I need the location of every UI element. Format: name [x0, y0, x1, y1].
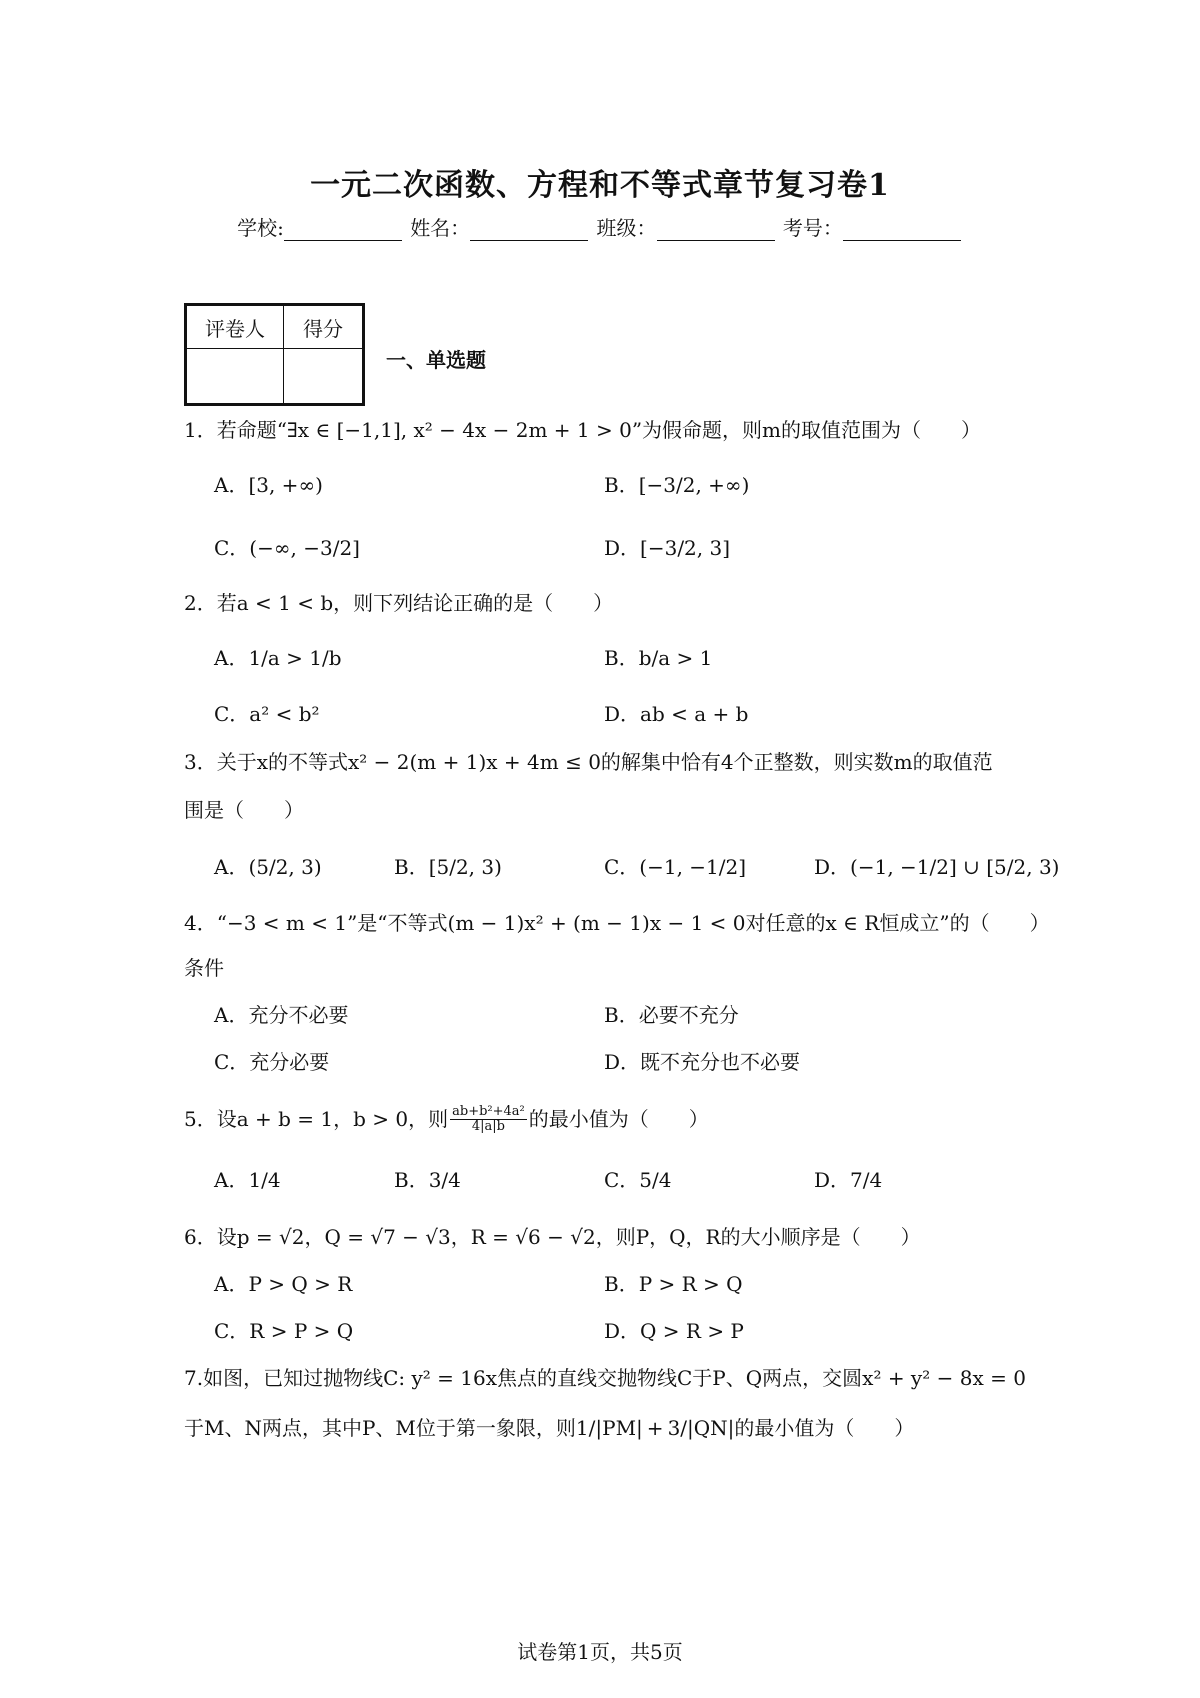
name-label: 姓名：: [410, 216, 471, 240]
q1-option-a[interactable]: A．[3, +∞): [214, 473, 323, 497]
q2-option-d[interactable]: D．ab < a + b: [604, 702, 749, 726]
score-header: 得分: [284, 305, 364, 349]
q4-option-d[interactable]: D．既不充分也不必要: [604, 1050, 801, 1074]
page-footer: 试卷第1页，共5页: [517, 1640, 683, 1664]
q3-option-d[interactable]: D．(−1, −1/2] ∪ [5/2, 3): [814, 855, 1060, 879]
q6-option-c[interactable]: C．R > P > Q: [214, 1319, 354, 1343]
page-title: 一元二次函数、方程和不等式章节复习卷1: [310, 168, 890, 203]
school-label: 学校:: [237, 216, 284, 240]
question-2: 2．若a < 1 < b，则下列结论正确的是（ ）: [184, 591, 614, 615]
q3-option-a[interactable]: A．(5/2, 3): [214, 855, 322, 879]
q3-option-b[interactable]: B．[5/2, 3): [394, 855, 502, 879]
question-3-stem-line1: 关于x的不等式x² − 2(m + 1)x + 4m ≤ 0的解集中恰有4个正整数，则实数m的取值范: [216, 750, 993, 774]
section-title: 一、单选题: [386, 348, 486, 372]
q7-plus: +: [646, 1416, 664, 1440]
q1-option-c[interactable]: C．(−∞, −3/2]: [214, 536, 360, 560]
question-4: 4．“−3 < m < 1”是“不等式(m − 1)x² + (m − 1)x − 1 < 0对任意的x ∈ R恒成立”的（ ）: [184, 911, 1050, 935]
q5-option-b[interactable]: B．3/4: [394, 1168, 461, 1192]
q6-option-b[interactable]: B．P > R > Q: [604, 1272, 743, 1296]
exam-no-label: 考号：: [782, 216, 843, 240]
q1-option-b[interactable]: B．[−3/2, +∞): [604, 473, 750, 497]
question-3: 3．关于x的不等式x² − 2(m + 1)x + 4m ≤ 0的解集中恰有4个正整数，则实数m的取值范: [184, 750, 993, 774]
student-info-row: [0, 212, 1200, 241]
q5-option-a[interactable]: A．1/4: [214, 1168, 281, 1192]
question-7-stem-line1: 如图，已知过抛物线C: y² = 16x焦点的直线交抛物线C于P、Q两点，交圆x² + y² − 8x = 0: [203, 1366, 1026, 1390]
score-cell[interactable]: [284, 349, 364, 405]
question-6-stem: 设p = √2，Q = √7 − √3，R = √6 − √2，则P，Q，R的大小顺序是（ ）: [216, 1225, 921, 1249]
school-blank[interactable]: [284, 220, 402, 241]
q3-option-c[interactable]: C．(−1, −1/2]: [604, 855, 747, 879]
score-table: [184, 303, 365, 406]
question-2-stem: 若a < 1 < b，则下列结论正确的是（ ）: [216, 591, 614, 615]
question-1-stem: 若命题“∃x ∈ [−1,1], x² − 4x − 2m + 1 > 0”为假命题，则m的取值范围为（ ）: [216, 418, 982, 442]
q2-option-b[interactable]: B．b/a > 1: [604, 646, 713, 670]
exam-no-blank[interactable]: [843, 220, 961, 241]
q7-fraction-1: 1/|PM|: [575, 1416, 643, 1440]
question-7-line2: 于M、N两点，其中P、M位于第一象限，则 1/|PM| + 3/|QN| 的最小值为（ ）: [184, 1416, 915, 1440]
class-blank[interactable]: [657, 220, 775, 241]
q2-option-c[interactable]: C．a² < b²: [214, 702, 320, 726]
question-3-line2: 围是（ ）: [184, 798, 304, 822]
question-5-stem-after: 的最小值为（ ）: [528, 1107, 709, 1132]
q5-option-d[interactable]: D．7/4: [814, 1168, 883, 1192]
question-5: 5． 设a + b = 1，b > 0，则 $\frac{\text{ab+b²+4a²}}{4|a|b}$ 的最小值为（ ）: [184, 1104, 709, 1134]
q4-option-a[interactable]: A．充分不必要: [214, 1003, 349, 1027]
q1-option-d[interactable]: D．[−3/2, 3]: [604, 536, 731, 560]
question-4-stem-line1: “−3 < m < 1”是“不等式(m − 1)x² + (m − 1)x − 1 < 0对任意的x ∈ R恒成立”的（ ）: [216, 911, 1050, 935]
reviewer-cell[interactable]: [186, 349, 284, 405]
question-4-line2: 条件: [184, 956, 224, 980]
q5-expression-fraction: $\frac{\text{ab+b²+4a²}}{4|a|b}$: [452, 1104, 525, 1134]
q4-option-c[interactable]: C．充分必要: [214, 1050, 330, 1074]
question-6: 6．设p = √2，Q = √7 − √3，R = √6 − √2，则P，Q，R的大小顺序是（ ）: [184, 1225, 921, 1249]
q6-option-a[interactable]: A．P > Q > R: [214, 1272, 353, 1296]
q6-option-d[interactable]: D．Q > R > P: [604, 1319, 744, 1343]
question-7: 7.如图，已知过抛物线C: y² = 16x焦点的直线交抛物线C于P、Q两点，交圆x² + y² − 8x = 0: [184, 1366, 1026, 1390]
class-label: 班级：: [596, 216, 657, 240]
question-1: 1．若命题“∃x ∈ [−1,1], x² − 4x − 2m + 1 > 0”为假命题，则m的取值范围为（ ）: [184, 418, 982, 442]
q7-fraction-2: 3/|QN|: [667, 1416, 735, 1440]
reviewer-header: 评卷人: [186, 305, 284, 349]
q4-option-b[interactable]: B．必要不充分: [604, 1003, 739, 1027]
q5-option-c[interactable]: C．5/4: [604, 1168, 672, 1192]
q2-option-a[interactable]: A．1/a > 1/b: [214, 646, 342, 670]
name-blank[interactable]: [470, 220, 588, 241]
question-5-stem-before: 设a + b = 1，b > 0，则: [216, 1107, 449, 1132]
